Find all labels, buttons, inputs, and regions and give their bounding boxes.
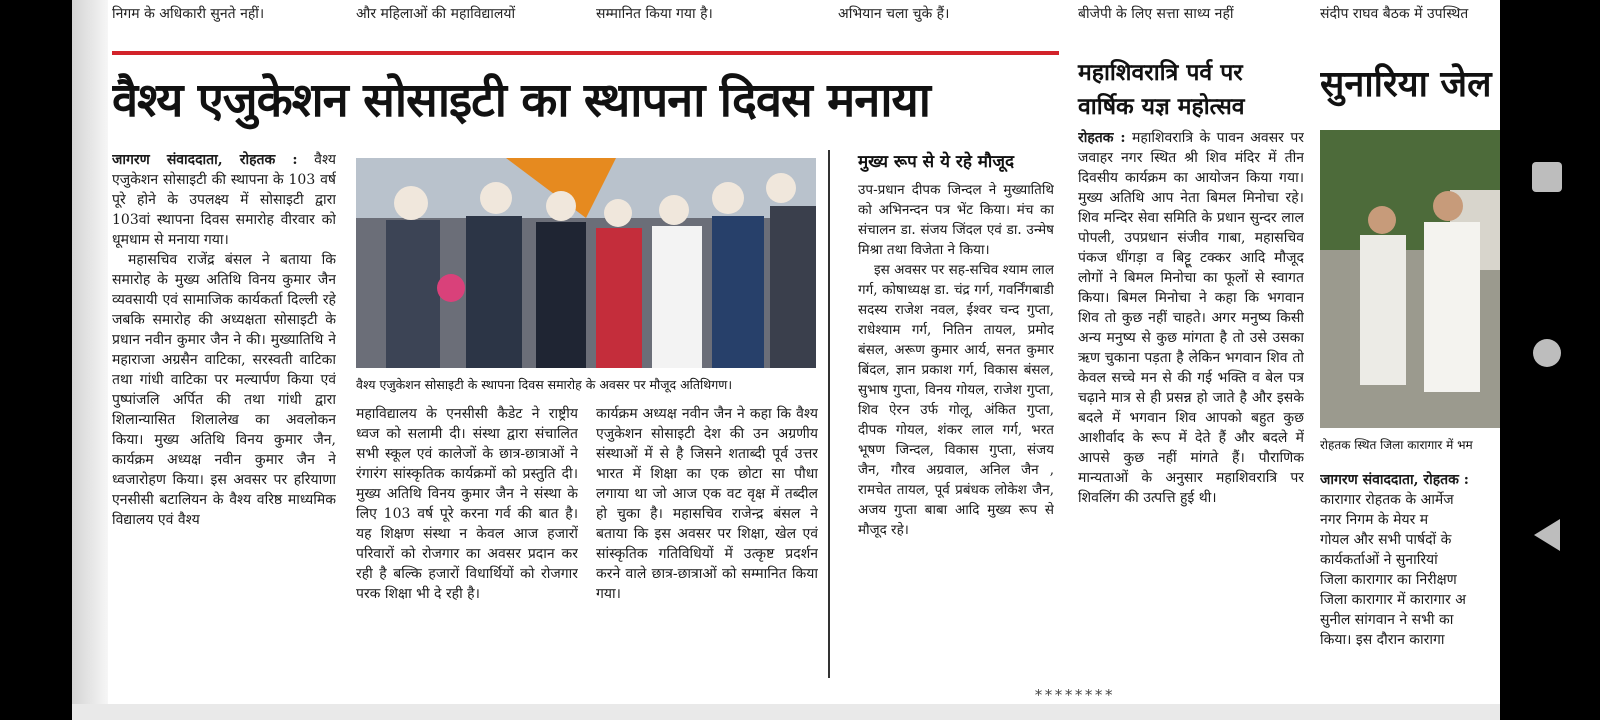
- event-photo-illustration: [356, 158, 816, 368]
- top-text-1: निगम के अधिकारी सुनते नहीं।: [112, 6, 265, 22]
- edge-story-line: कार्यकर्ताओं ने सुनारियां: [1320, 552, 1438, 568]
- square-nav-icon[interactable]: [1532, 162, 1562, 192]
- top-text-5: बीजेपी के लिए सत्ता साध्य नहीं: [1078, 6, 1234, 22]
- top-text-2: और महिलाओं की महाविद्यालयों: [356, 6, 516, 22]
- page-fold-shadow: [72, 0, 108, 720]
- edge-story-line: सुनील सांगवान ने सभी का: [1320, 612, 1454, 628]
- side-story-body: [1078, 128, 1304, 680]
- main-headline: वैश्य एजुकेशन सोसाइटी का स्थापना दिवस मनाया: [112, 73, 930, 128]
- separator-stars: ********: [1034, 686, 1115, 704]
- jail-photo: [1320, 130, 1500, 428]
- article-column-3: [596, 404, 818, 680]
- top-text-4: अभियान चला चुके हैं।: [838, 6, 950, 22]
- edge-story-byline: जागरण संवाददाता, रोहतक :: [1320, 472, 1469, 488]
- edge-story-line: किया। इस दौरान कारागा: [1320, 632, 1445, 648]
- side-story-text: महाशिवरात्रि के पावन अवसर पर जवाहर नगर स्थित श्री शिव मंदिर में तीन दिवसीय कार्यक्रम का आयोजन किया गया। मुख्य अतिथि आप नेता बिमल मिनोचा रहे। शिव मन्दिर सेवा समिति के प्रधान सुन्दर लाल पोपली, उपप्रधान संजीव गाबा, महासचिव पंकज धींगड़ा व बिट्टू टक्कर आदि मौजूद लोगों ने बिमल मिनोचा का फूलों से स्वागत किया। बिमल मिनोचा ने कहा कि भगवान शिव तो कुछ नहीं चाहते। अगर मनुष्य किसी अन्य मनुष्य से कुछ मांगता है तो उसे उसका ऋण चुकाना पड़ता है लेकिन भगवान शिव तो केवल सच्चे मन से की गई भक्ति व बेल पत्र चढ़ाने मात्र से ही प्रसन्न हो जाते है और इसके बदले में भगवान शिव आपको बहुत कुछ आशीर्वाद के रूप में देते हैं और बदले में आपसे कुछ नहीं मांगते हैं। पौराणिक मान्यताओं के अनुसार महाशिवरात्रि पर शिवलिंग की उत्पत्ति हुई थी।: [1078, 130, 1304, 506]
- sidebox-title: मुख्य रूप से ये रहे मौजूद: [858, 152, 1014, 172]
- article-paragraph: [112, 150, 336, 250]
- event-photo: [356, 158, 816, 368]
- edge-story-body: [1320, 470, 1500, 680]
- back-triangle-icon[interactable]: [1532, 518, 1562, 552]
- circle-nav-icon[interactable]: [1533, 339, 1561, 367]
- left-black-strip: [0, 0, 72, 720]
- jail-photo-illustration: [1320, 130, 1500, 428]
- sidebox-paragraph: इस अवसर पर सह-सचिव श्याम लाल गर्ग, कोषाध्यक्ष डा. चंद्र गर्ग, गवर्निंगबाडी सदस्य राजेश नवल, ईश्वर चन्द गुप्ता, राधेश्याम गर्ग, नितिन तायल, प्रमोद बंसल, अरूण कुमार आर्य, सनत कुमार बिंदल, ज्ञान प्रकाश गर्ग, विकास बंसल, सुभाष गुप्ता, विनय गोयल, राजेश गुप्ता, शिव ऐरन उर्फ गोलू, अंकित गुप्ता, दीपक गोयल, शंकर लाल गर्ग, भरत भूषण जिन्दल, विकास गुप्ता, संजय जैन, गौरव अग्रवाल, अनिल जैन , रामचेत तायल, पूर्व प्रबंधक लोकेश जैन, अजय गुप्ता बाबा आदि मुख्य रूप से मौजूद रहे।: [858, 262, 1054, 538]
- sidebox-rule: [828, 150, 830, 678]
- edge-story-title: सुनारिया जेल: [1320, 64, 1492, 105]
- sidebox-paragraph: उप-प्रधान दीपक जिन्दल ने मुख्यातिथि को अभिनन्दन पत्र भेंट किया। मंच का संचालन डा. संजय जिंदल एवं डा. उन्मेष मिश्रा तथा विजेता ने किया।: [858, 182, 1054, 258]
- article-paragraph: महाविद्यालय के एनसीसी कैडेट ने राष्ट्रीय ध्वज को सलामी दी। संस्था द्वारा संचालित सभी स्कूल एवं कालेजों के छात्र-छात्राओं ने रंगारंग सांस्कृतिक कार्यक्रमों को प्रस्तुति दी। मुख्य अतिथि विनय कुमार जैन ने संस्था के लिए 103 वर्ष पूरे करना गर्व की बात है। यह शिक्षण संस्था न केवल आज हजारों परिवारों को रोजगार का अवसर प्रदान कर रही है बल्कि हजारों विधार्थियों को रोजगार परक शिक्षा भी दे रही है।: [356, 406, 578, 602]
- article-column-2: [356, 404, 578, 680]
- article-paragraph: कार्यक्रम अध्यक्ष नवीन जैन ने कहा कि वैश्य एजुकेशन सोसाइटी देश की उन अग्रणीय संस्थाओं में से है जिसने शताब्दी पूर्व उत्तर भारत में शिक्षा का एक छोटा सा पौधा लगाया था जो आज एक वट वृक्ष में तब्दील हो चुका है। महासचिव राजेन्द्र बंसल ने बताया कि इस अवसर पर शिक्षा, खेल एवं सांस्कृतिक गतिविधियों में उत्कृष्ट प्रदर्शन करने वाले छात्र-छात्राओं को सम्मानित किया गया।: [596, 406, 818, 602]
- edge-story-line: नगर निगम के मेयर म: [1320, 512, 1429, 528]
- sidebox-body: [858, 180, 1054, 680]
- article-paragraph: महासचिव राजेंद्र बंसल ने बताया कि समारोह के मुख्य अतिथि विनय कुमार जैन व्यवसायी एवं सामाजिक कार्यकर्ता दिल्ली रहे जबकि समारोह की अध्यक्षता सोसाइटी के प्रधान नवीन कुमार जैन ने की। मुख्यातिथि ने महाराजा अग्रसैन वाटिका, सरस्वती वाटिका तथा गांधी वाटिका पर मल्यार्पण किया एवं पुष्पांजलि अर्पित की तथा गांधी द्वारा शिलान्यासित शिलालेख का अवलोकन किया। मुख्य अतिथि विनय कुमार जैन, कार्यक्रम अध्यक्ष नवीन कुमार जैन ने ध्वजारोहण किया। इस अवसर पर हरियाणा एनसीसी बटालियन के वैश्य वरिष्ठ माध्यमिक विद्यालय एवं वैश्य: [112, 252, 336, 528]
- page-bottom-band: [72, 704, 1500, 720]
- edge-story-line: कारागार रोहतक के आर्मेज: [1320, 492, 1454, 508]
- edge-story-line: जिला कारागार में कारागार अ: [1320, 592, 1466, 608]
- top-text-6: संदीप राघव बैठक में उपस्थित: [1320, 6, 1469, 22]
- article-column-1: [112, 150, 336, 680]
- side-story-title: महाशिवरात्रि पर्व पर वार्षिक यज्ञ महोत्सव: [1078, 60, 1245, 120]
- article-lead: वैश्य एजुकेशन सोसाइटी की स्थापना के 103 वर्ष पूरे होने के उपलक्ष्य में सोसाइटी द्वारा 103वां स्थापना दिवस समारोह वीरवार को धूमधाम से मनाया गया।: [112, 152, 336, 248]
- jail-photo-caption: रोहतक स्थित जिला कारागार में भम: [1320, 438, 1473, 452]
- side-story-paragraph: [1078, 128, 1304, 508]
- byline: जागरण संवाददाता, रोहतक :: [112, 152, 298, 168]
- red-headline-rule: [112, 51, 1059, 55]
- photo-caption: वैश्य एजुकेशन सोसाइटी के स्थापना दिवस समारोह के अवसर पर मौजूद अतिथिगण।: [356, 377, 733, 392]
- edge-story-line: जिला कारागार का निरीक्षण: [1320, 572, 1457, 588]
- top-text-3: सम्मानित किया गया है।: [596, 6, 713, 22]
- side-story-dateline: रोहतक :: [1078, 130, 1126, 146]
- edge-story-line: गोयल और सभी पार्षदों के: [1320, 532, 1452, 548]
